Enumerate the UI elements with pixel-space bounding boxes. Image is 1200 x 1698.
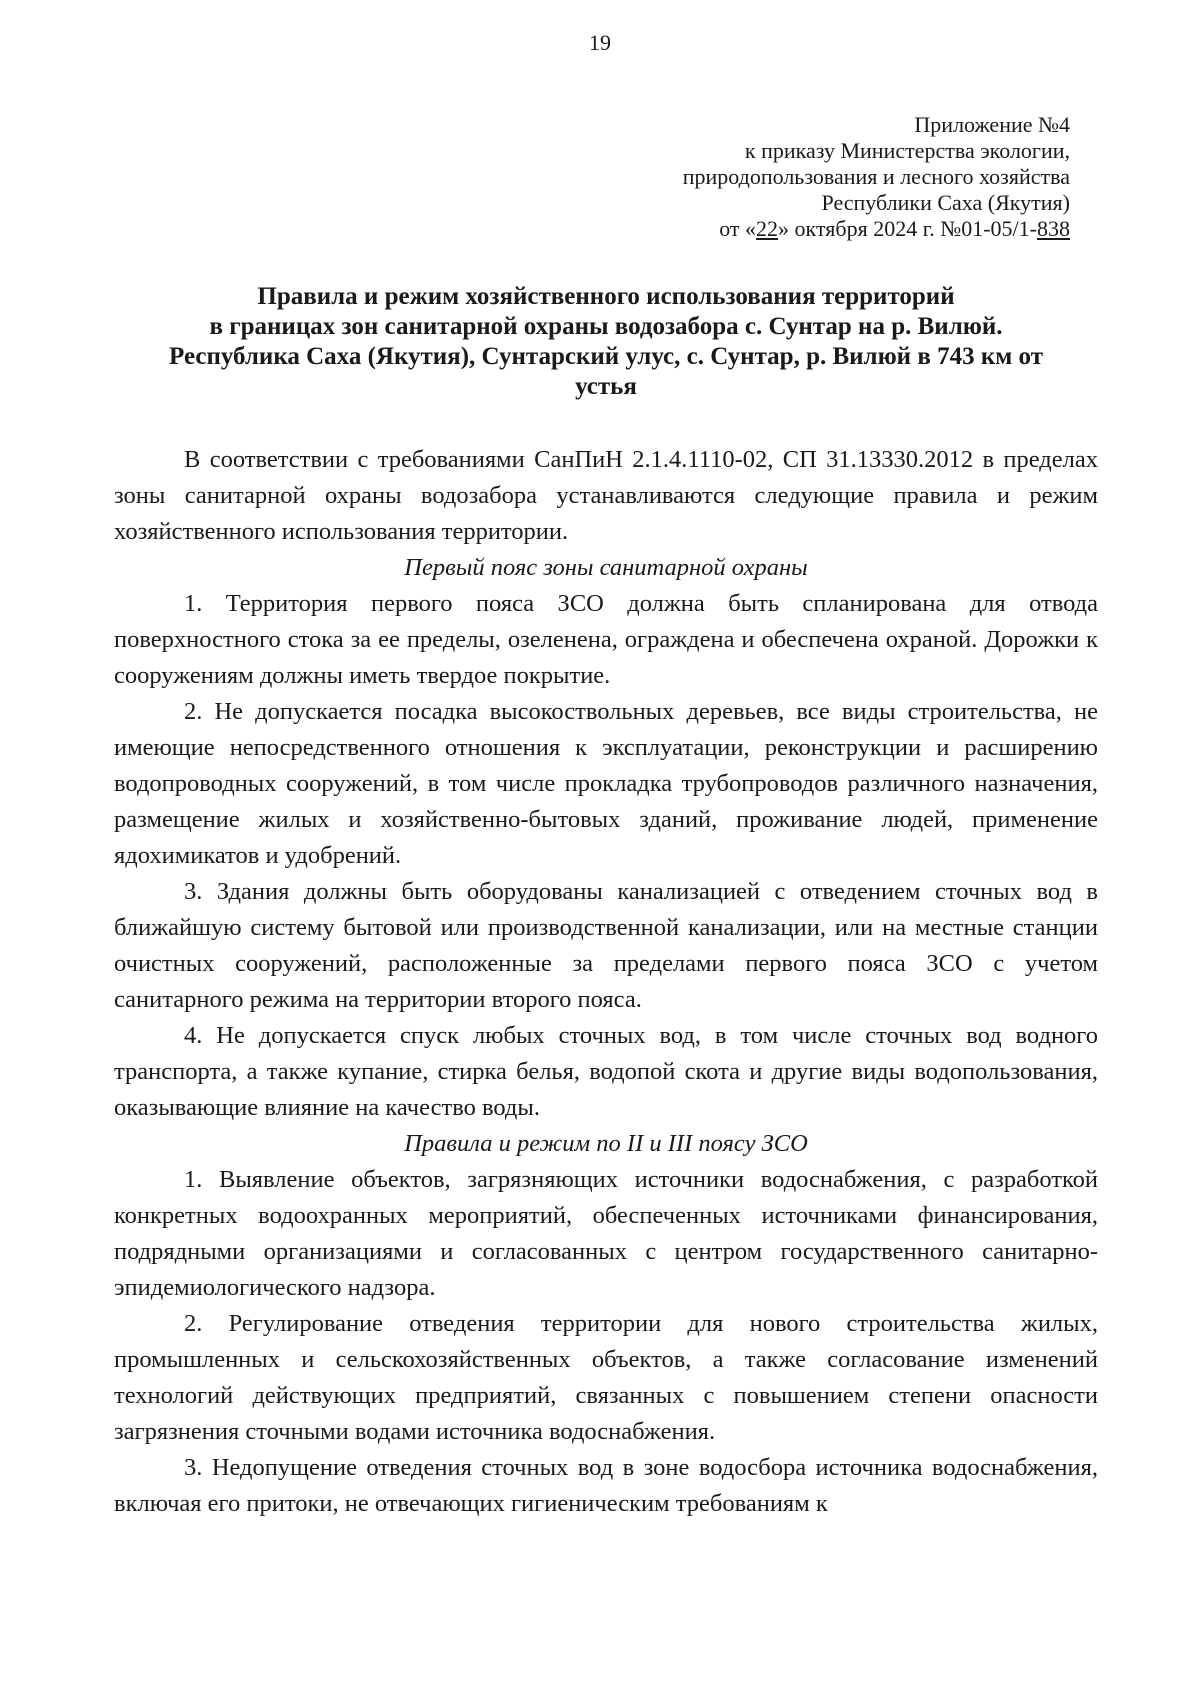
appendix-line-3: природопользования и лесного хозяйства bbox=[682, 164, 1070, 189]
page-number: 19 bbox=[589, 30, 611, 55]
appendix-line-5 bbox=[683, 216, 1070, 242]
appendix-line-1: Приложение №4 bbox=[914, 112, 1070, 137]
first-belt-item-1: 1. Территория первого пояса ЗСО должна быть спланирована для отвода поверхностного стока за ее пределы, озеленена, ограждена и обеспечена охраной. Дорожки к сооружениям должны иметь твердое покрытие. bbox=[114, 590, 1098, 689]
appendix-line-4: Республики Саха (Якутия) bbox=[821, 190, 1070, 215]
second-belt-item-2: 2. Регулирование отведения территории для нового строительства жилых, промышленных и сельскохозяйственных объектов, а также согласование изменений технологий действующих предприятий, связанных с повышением степени опасности загрязнения сточными водами источника водоснабжения. bbox=[114, 1310, 1098, 1445]
title-line-4: устья bbox=[575, 373, 637, 400]
second-belt-item-3: 3. Недопущение отведения сточных вод в зоне водосбора источника водоснабжения, включая его притоки, не отвечающих гигиеническим требованиям к bbox=[114, 1454, 1098, 1517]
second-belt-item-1: 1. Выявление объектов, загрязняющих источники водоснабжения, с разработкой конкретных водоохранных мероприятий, обеспеченных источниками финансирования, подрядными организациями и согласованных с центром государственного санитарно-эпидемиологического надзора. bbox=[114, 1166, 1098, 1301]
document-body bbox=[114, 442, 1098, 1522]
title-line-3: Республика Саха (Якутия), Сунтарский улус, с. Сунтар, р. Вилюй в 743 км от bbox=[169, 343, 1043, 370]
document-title bbox=[110, 282, 1102, 402]
section-heading-second-third-belt: Правила и режим по II и III поясу ЗСО bbox=[404, 1130, 808, 1157]
order-day: 22 bbox=[756, 216, 779, 241]
title-line-2: в границах зон санитарной охраны водозабора с. Сунтар на р. Вилюй. bbox=[209, 313, 1003, 340]
order-number: 838 bbox=[1037, 216, 1070, 241]
intro-paragraph: В соответствии с требованиями СанПиН 2.1.4.1110-02, СП 31.13330.2012 в пределах зоны санитарной охраны водозабора устанавливаются следующие правила и режим хозяйственного использования территории. bbox=[114, 446, 1098, 545]
appendix-line-2: к приказу Министерства экологии, bbox=[744, 138, 1070, 163]
order-date-middle: » октября 2024 г. №01-05/1- bbox=[778, 216, 1037, 241]
section-heading-first-belt: Первый пояс зоны санитарной охраны bbox=[404, 554, 808, 581]
first-belt-item-4: 4. Не допускается спуск любых сточных вод, в том числе сточных вод водного транспорта, а также купание, стирка белья, водопой скота и другие виды водопользования, оказывающие влияние на качество воды. bbox=[114, 1022, 1098, 1121]
appendix-block bbox=[683, 112, 1070, 242]
first-belt-item-3: 3. Здания должны быть оборудованы канализацией с отведением сточных вод в ближайшую систему бытовой или производственной канализации, или на местные станции очистных сооружений, расположенные за пределами первого пояса ЗСО с учетом санитарного режима на территории второго пояса. bbox=[114, 878, 1098, 1013]
title-line-1: Правила и режим хозяйственного использования территорий bbox=[257, 283, 955, 310]
order-date-prefix: от « bbox=[719, 216, 757, 241]
first-belt-item-2: 2. Не допускается посадка высокоствольных деревьев, все виды строительства, не имеющие непосредственного отношения к эксплуатации, реконструкции и расширению водопроводных сооружений, в том числе прокладка трубопроводов различного назначения, размещение жилых и хозяйственно-бытовых зданий, проживание людей, применение ядохимикатов и удобрений. bbox=[114, 698, 1098, 869]
